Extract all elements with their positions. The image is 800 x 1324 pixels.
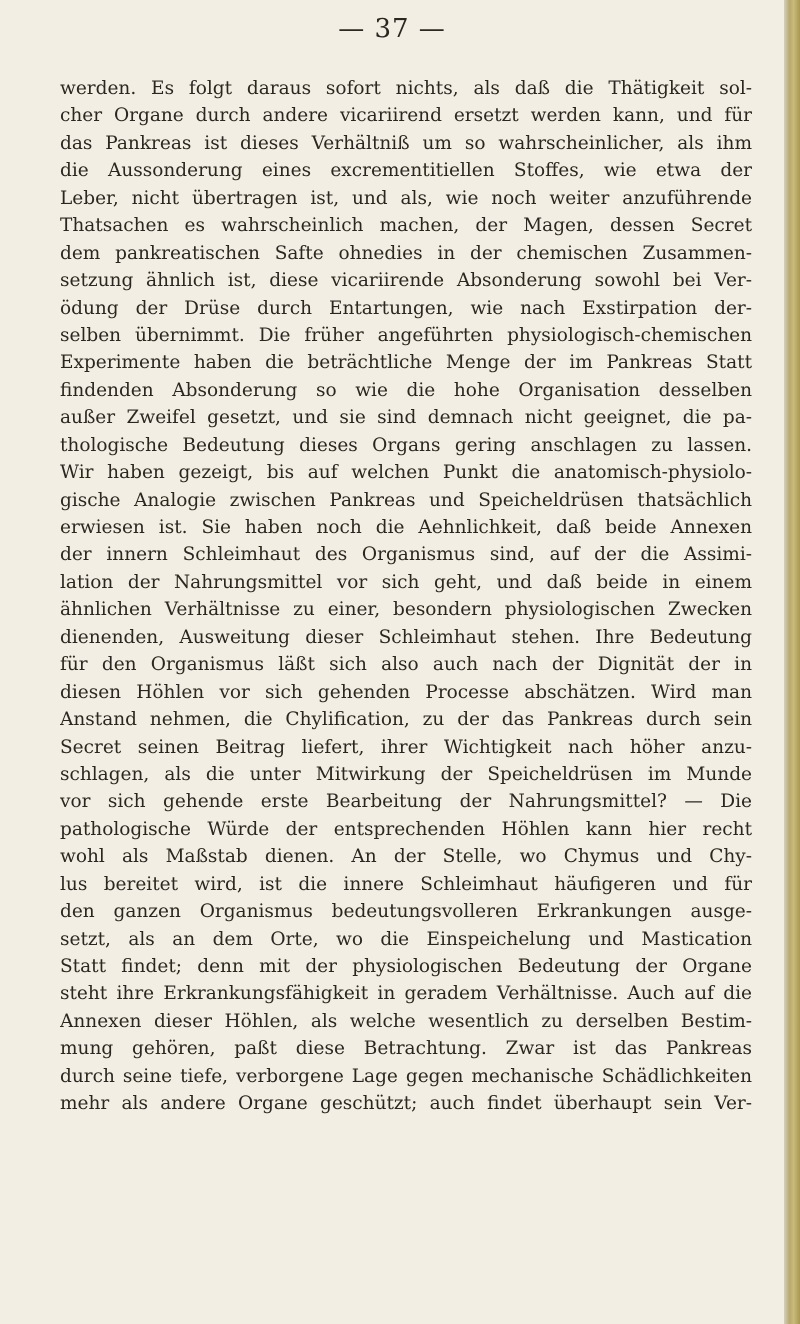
text-line: werden. Es folgt daraus sofort nichts, als daß die Thätigkeit sol- [60, 78, 752, 99]
text-line: cher Organe durch andere vicariirend ersetzt werden kann, und für [60, 105, 752, 127]
text-line: gische Analogie zwischen Pankreas und Speicheldrüsen thatsächlich [60, 489, 752, 511]
text-line: mehr als andere Organe geschützt; auch findet überhaupt sein Ver- [60, 1093, 752, 1115]
text-line: lus bereitet wird, ist die innere Schleimhaut häufigeren und für [60, 873, 752, 895]
text-line: Leber, nicht übertragen ist, und als, wie noch weiter anzuführende [60, 187, 752, 209]
text-line: außer Zweifel gesetzt, und sie sind demnach nicht geeignet, die pa- [60, 407, 752, 429]
text-line: lation der Nahrungsmittel vor sich geht, und daß beide in einem [60, 571, 752, 593]
text-line: steht ihre Erkrankungsfähigkeit in geradem Verhältnisse. Auch auf die [60, 983, 752, 1005]
text-line: mung gehören, paßt diese Betrachtung. Zwar ist das Pankreas [60, 1038, 752, 1060]
text-line: Secret seinen Beitrag liefert, ihrer Wichtigkeit nach höher anzu- [60, 736, 752, 758]
text-line: erwiesen ist. Sie haben noch die Aehnlichkeit, daß beide Annexen [60, 517, 752, 538]
text-line: diesen Höhlen vor sich gehenden Processe abschätzen. Wird man [60, 681, 752, 703]
text-line: Anstand nehmen, die Chylification, zu der das Pankreas durch sein [60, 709, 752, 731]
text-line: für den Organismus läßt sich also auch nach der Dignität der in [60, 654, 752, 676]
text-line: setzung ähnlich ist, diese vicariirende Absonderung sowohl bei Ver- [60, 270, 752, 292]
text-line: selben übernimmt. Die früher angeführten physiologisch-chemischen [60, 324, 752, 346]
page-number: — 37 — [338, 14, 446, 44]
text-line: den ganzen Organismus bedeutungsvolleren Erkrankungen ausge- [60, 901, 752, 923]
text-line: ähnlichen Verhältnisse zu einer, besondern physiologischen Zwecken [60, 599, 752, 621]
text-line: vor sich gehende erste Bearbeitung der Nahrungsmittel? — Die [60, 791, 752, 813]
text-line: ödung der Drüse durch Entartungen, wie nach Exstirpation der- [60, 297, 752, 319]
text-line: die Aussonderung eines excrementitiellen Stoffes, wie etwa der [60, 160, 752, 182]
text-line: der innern Schleimhaut des Organismus sind, auf der die Assimi- [60, 544, 752, 566]
text-line: setzt, als an dem Orte, wo die Einspeichelung und Mastication [60, 928, 752, 950]
book-spine-edge [784, 0, 800, 1324]
body-text [60, 75, 752, 1118]
text-line: dienenden, Ausweitung dieser Schleimhaut stehen. Ihre Bedeutung [60, 626, 752, 648]
text-line: schlagen, als die unter Mitwirkung der Speicheldrüsen im Munde [60, 763, 752, 785]
text-line: Annexen dieser Höhlen, als welche wesentlich zu derselben Bestim- [60, 1010, 752, 1032]
text-line: wohl als Maßstab dienen. An der Stelle, wo Chymus und Chy- [60, 846, 752, 868]
text-line: Wir haben gezeigt, bis auf welchen Punkt die anatomisch-physiolo- [60, 462, 752, 484]
text-line: durch seine tiefe, verborgene Lage gegen mechanische Schädlichkeiten [60, 1065, 752, 1087]
text-line: findenden Absonderung so wie die hohe Organisation desselben [60, 379, 752, 401]
text-line: Experimente haben die beträchtliche Menge der im Pankreas Statt [60, 352, 752, 374]
text-line: dem pankreatischen Safte ohnedies in der chemischen Zusammen- [60, 242, 752, 264]
text-line: Statt findet; denn mit der physiologischen Bedeutung der Organe [60, 956, 752, 977]
text-line: das Pankreas ist dieses Verhältniß um so wahrscheinlicher, als ihm [60, 132, 752, 154]
text-line: thologische Bedeutung dieses Organs gering anschlagen zu lassen. [60, 434, 752, 456]
text-line: Thatsachen es wahrscheinlich machen, der Magen, dessen Secret [60, 215, 752, 237]
text-line: pathologische Würde der entsprechenden Höhlen kann hier recht [60, 818, 752, 840]
